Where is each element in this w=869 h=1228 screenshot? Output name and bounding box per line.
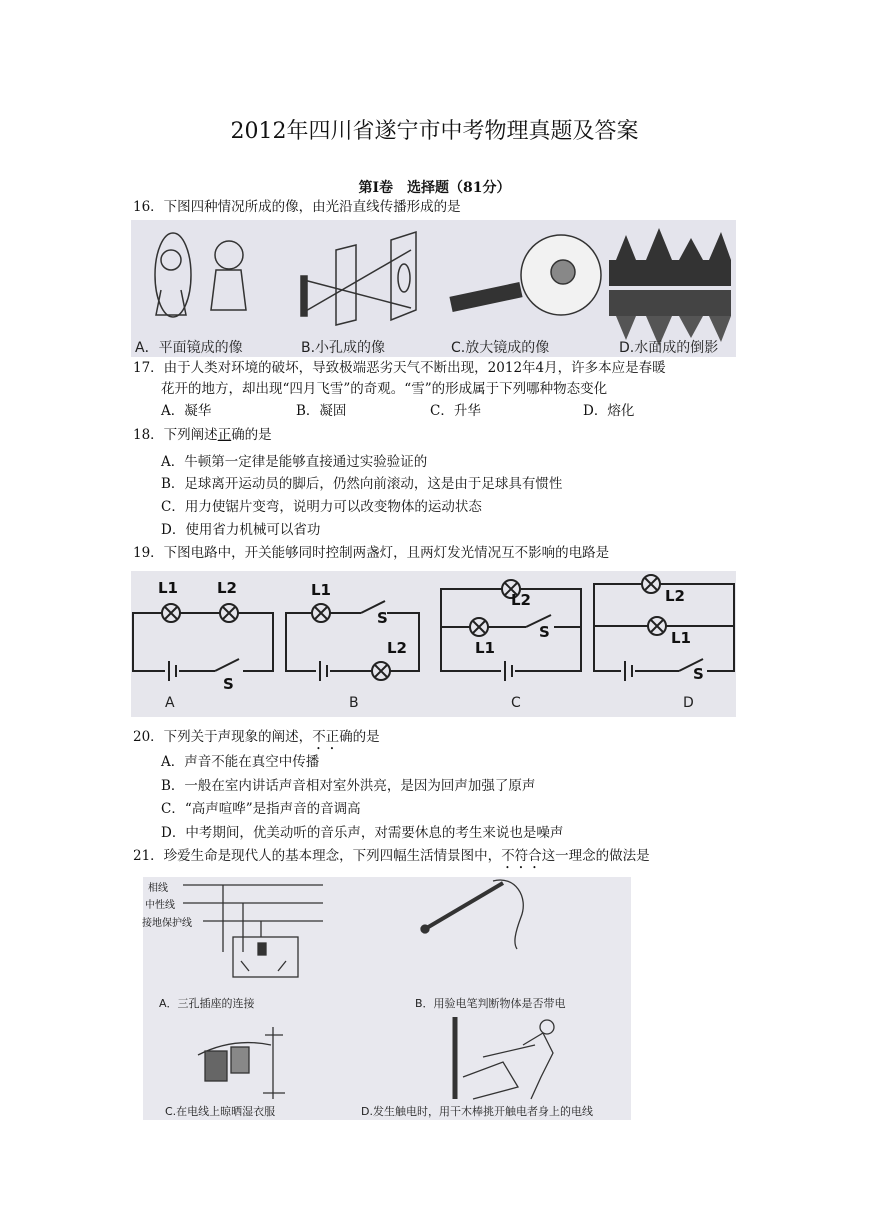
q21-caption-c: C.在电线上晾晒湿衣服: [165, 1105, 276, 1118]
q16-caption-c: C.放大镜成的像: [451, 340, 550, 356]
q20-option-c: C．“高声喧哗”是指声音的音调高: [161, 801, 361, 817]
circuit-a-s-label: S: [223, 675, 234, 693]
circuit-b-s-label: S: [377, 609, 388, 627]
q18-option-d: D．使用省力机械可以省功: [161, 522, 321, 538]
document-title: 2012年四川省遂宁市中考物理真题及答案: [230, 119, 639, 144]
q20-stem: [133, 727, 380, 753]
circuit-d: [594, 575, 734, 681]
q17-option-b: B．凝固: [296, 403, 347, 419]
q16-caption-a: A．平面镜成的像: [135, 340, 243, 356]
q17-stem-line2: 花开的地方，却出现“四月飞雪”的奇观。“雪”的形成属于下列哪种物态变化: [161, 381, 608, 397]
q18-option-c: C．用力使锯片变弯，说明力可以改变物体的运动状态: [161, 499, 482, 515]
q18-option-a: A．牛顿第一定律是能够直接通过实验验证的: [161, 454, 428, 470]
q20-option-b: B．一般在室内讲话声音相对室外洪亮，是因为回声加强了原声: [161, 778, 536, 794]
circuit-c-letter: C: [511, 695, 521, 711]
circuit-d-letter: D: [683, 695, 694, 711]
q21-figure: [143, 877, 631, 1120]
q20-option-d: D．中考期间，优美动听的音乐声，对需要休息的考生来说也是噪声: [161, 825, 564, 841]
q21-stem-prefix: 21．珍爱生命是现代人的基本理念，下列四幅生活情景图中，: [133, 848, 502, 864]
wire-label-live: 相线: [148, 883, 168, 894]
q21-caption-d: D.发生触电时，用干木棒挑开触电者身上的电线: [361, 1105, 593, 1118]
q16-figure: [131, 220, 736, 357]
q17-option-c: C．升华: [430, 403, 481, 419]
test-pen-illustration: [421, 880, 523, 949]
q16-caption-d: D.水面成的倒影: [619, 340, 719, 356]
q20-option-a: A．声音不能在真空中传播: [161, 754, 320, 770]
q17-option-d: D．熔化: [583, 403, 635, 419]
circuit-c-l2-label: L2: [511, 591, 531, 609]
q16-caption-b: B.小孔成的像: [301, 340, 386, 356]
rescue-scene-illustration: [455, 1017, 554, 1099]
water-reflection-illustration: [609, 228, 731, 346]
q18-stem-suffix: 确的是: [231, 427, 272, 443]
q19-stem: 19．下图电路中，开关能够同时控制两盏灯，且两灯发光情况互不影响的电路是: [133, 545, 610, 561]
q18-stem-emphasis: 正: [217, 427, 232, 443]
wire-label-ground: 接地保护线: [142, 918, 192, 929]
section-heading: 第Ⅰ卷 选择题（81分）: [358, 180, 511, 196]
circuit-c-s-label: S: [539, 623, 550, 641]
clothesline-illustration: [198, 1027, 285, 1099]
q19-figure: [131, 571, 736, 717]
circuit-d-s-label: S: [693, 665, 704, 683]
q17-option-a: A．凝华: [161, 403, 212, 419]
q20-stem-emphasis: 不正: [312, 729, 340, 745]
circuit-a: [133, 604, 273, 681]
circuit-d-l1-label: L1: [671, 629, 691, 647]
circuit-b-letter: B: [349, 695, 359, 711]
circuit-b-l2-label: L2: [387, 639, 407, 657]
circuit-a-l1-label: L1: [158, 579, 178, 597]
circuit-b-l1-label: L1: [311, 581, 331, 599]
q18-option-b: B．足球离开运动员的脚后，仍然向前滚动，这是由于足球具有惯性: [161, 476, 563, 492]
q17-stem-line1: 17．由于人类对环境的破坏，导致极端恶劣天气不断出现，2012年4月，许多本应是春暖: [133, 360, 666, 376]
q21-caption-b: B．用验电笔判断物体是否带电: [415, 997, 566, 1010]
circuit-c-l1-label: L1: [475, 639, 495, 657]
q18-stem-prefix: 18．下列阐述: [133, 427, 218, 443]
circuit-a-l2-label: L2: [217, 579, 237, 597]
q16-stem: 16．下图四种情况所成的像，由光沿直线传播形成的是: [133, 199, 461, 215]
wire-label-neutral: 中性线: [145, 900, 175, 911]
circuit-d-l2-label: L2: [665, 587, 685, 605]
q21-caption-a: A．三孔插座的连接: [159, 997, 255, 1010]
three-pin-socket-wiring: [183, 885, 323, 977]
pinhole-illustration: [301, 232, 416, 325]
q20-stem-suffix: 确的是: [339, 729, 380, 745]
q20-stem-prefix: 20．下列关于声现象的阐述，: [133, 729, 313, 745]
mirror-image-illustration: [155, 233, 246, 317]
q21-stem-emphasis: 不符合: [501, 848, 542, 864]
circuit-a-letter: A: [165, 695, 175, 711]
q21-stem-suffix: 这一理念的做法是: [541, 848, 650, 864]
q21-stem: [133, 846, 650, 872]
q18-stem: [133, 425, 272, 445]
magnifier-illustration: [450, 235, 601, 315]
